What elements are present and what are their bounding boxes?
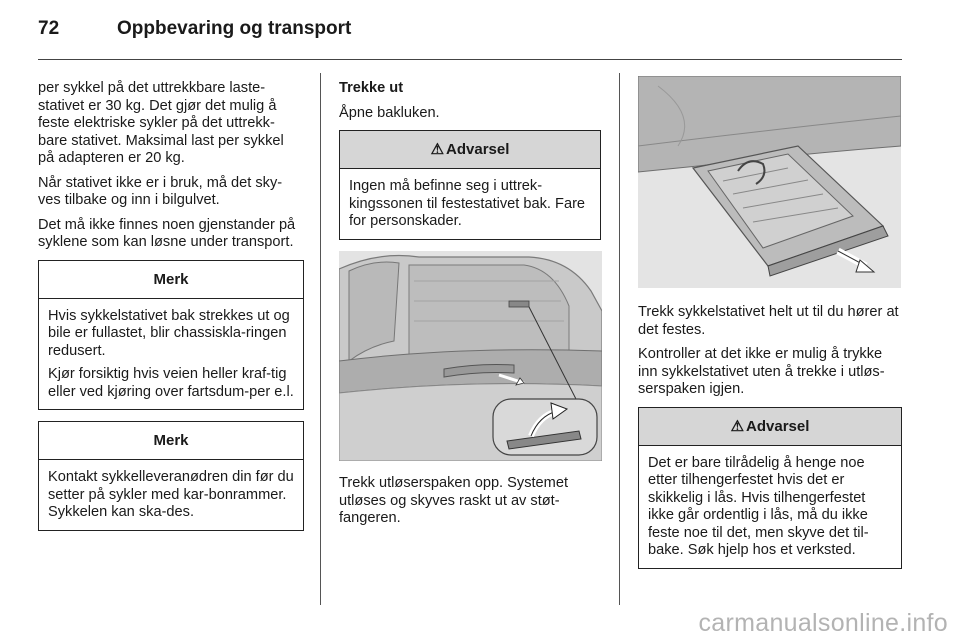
- figure-release-lever: [339, 251, 602, 461]
- paragraph-check-lock: Kontroller at det ikke er mulig å trykke inn sykkelstativet uten å trekke i utløs-serspaken igjen.: [638, 346, 885, 397]
- note-text: Hvis sykkelstativet bak strekkes ut og bile er fullastet, blir chassiskla-ringen redusert.: [48, 307, 290, 359]
- warning-box-tow-bar: [638, 407, 902, 569]
- column-3: [638, 304, 902, 569]
- paragraph-open-tailgate: Åpne bakluken.: [339, 104, 440, 121]
- watermark: carmanualsonline.info: [698, 609, 948, 637]
- note-body: [39, 299, 303, 410]
- figure-caption-block: [339, 475, 601, 535]
- note-text: Kjør forsiktig hvis veien heller kraf-tig eller ved kjøring over fartsdum-per e.l.: [48, 366, 294, 400]
- figure-pull-out-carrier: [638, 76, 901, 288]
- column-divider-2: [619, 73, 620, 605]
- warning-triangle-icon: ⚠: [730, 417, 745, 435]
- note-heading: Merk: [39, 261, 303, 299]
- warning-heading: [639, 408, 901, 446]
- figure-caption: Trekk utløserspaken opp. Systemet utløses og skyves raskt ut av støt-fangeren.: [339, 475, 568, 526]
- column-2: [339, 80, 601, 240]
- header-rule: [38, 59, 902, 60]
- note-box-carbon-frames: [38, 421, 304, 531]
- note-body: [39, 460, 303, 530]
- note-heading: Merk: [39, 422, 303, 460]
- warning-triangle-icon: ⚠: [430, 141, 445, 158]
- warning-heading-label: Advarsel: [746, 417, 810, 435]
- paragraph-loose-objects: Det må ikke finnes noen gjenstander på syklene som kan løsne under transport.: [38, 216, 296, 250]
- page-title: Oppbevaring og transport: [117, 18, 352, 39]
- paragraph-pull-fully: Trekk sykkelstativet helt ut til du hører at det festes.: [638, 304, 899, 338]
- note-text: Kontakt sykkelleveranødren din før du setter på sykler med kar-bonrammer. Sykkelen kan ska-des.: [48, 469, 294, 520]
- pull-out-carrier-illustration: [638, 76, 901, 288]
- column-divider-1: [320, 73, 321, 605]
- warning-heading: [340, 131, 600, 169]
- page-number: 72: [38, 18, 60, 39]
- release-lever-illustration: [339, 251, 602, 461]
- paragraph-load-limit: per sykkel på det uttrekkbare laste-stativet er 30 kg. Det gjør det mulig å feste elektriske sykler på det uttrekk-bare stativet. Maksimal last per sykkel på adapteren er 20 kg.: [38, 80, 284, 166]
- column-1: [38, 80, 304, 531]
- warning-heading-label: Advarsel: [446, 141, 510, 158]
- warning-text: Det er bare tilrådelig å henge noe etter tilhengerfestet hvis det er skikkelig i lås. Hvis tilhengerfestet ikke går ordentlig i lås, må du ikke feste noe til det, men skyve det til-bake. Søk hjelp hos et verksted.: [648, 454, 869, 558]
- paragraph-retract: Når stativet ikke er i bruk, må det sky-ves tilbake og inn i bilgulvet.: [38, 174, 283, 208]
- warning-text: Ingen må befinne seg i uttrek-kingssonen til festestativet bak. Fare for personskader.: [349, 178, 586, 229]
- note-box-clearance: [38, 260, 304, 411]
- section-heading: Trekke ut: [339, 80, 404, 96]
- warning-box-extraction-zone: [339, 130, 601, 240]
